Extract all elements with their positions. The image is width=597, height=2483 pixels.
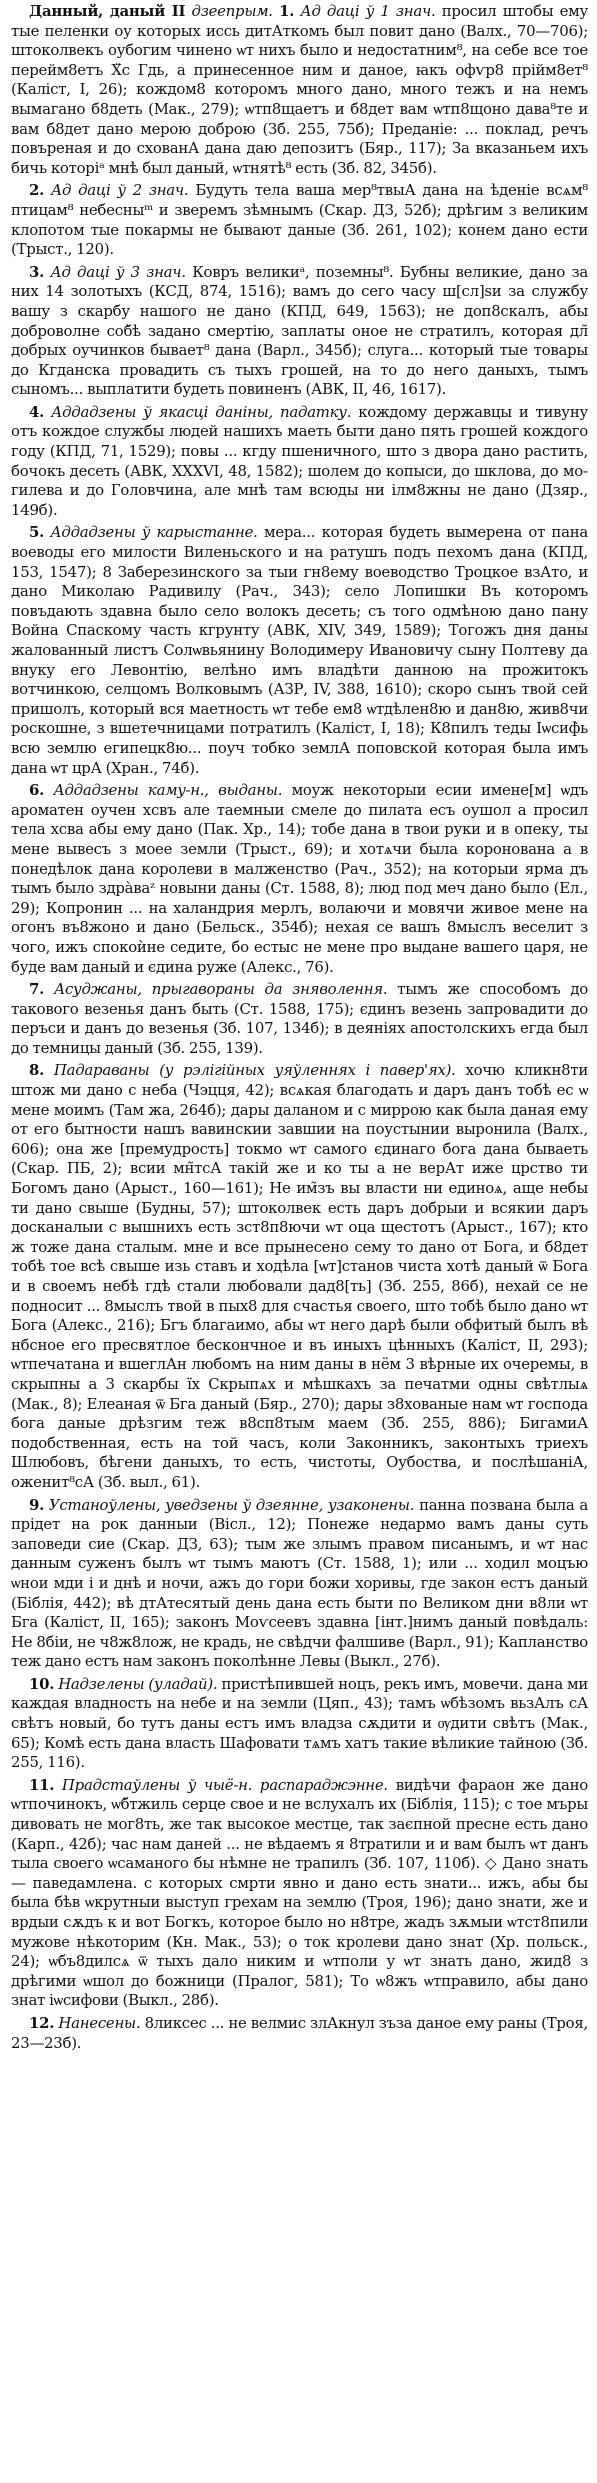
sense-9 bbox=[11, 1496, 588, 1672]
sense-12 bbox=[11, 2014, 588, 2053]
sense-gloss: Ад даці ў 2 знач. bbox=[50, 181, 189, 200]
sense-gloss: Аддадзены ў якасці даніны, падатку. bbox=[51, 402, 352, 421]
sense-6 bbox=[11, 781, 588, 977]
sense-gloss: Падараваны (у рэлігійных уяўленнях і павер'ях). bbox=[53, 1061, 456, 1080]
sense-number: 4. bbox=[29, 402, 45, 421]
sense-gloss: Надзелены (уладай). bbox=[58, 1674, 218, 1693]
sense-citations: моуж некоторыи есии имене[м] ѡдъ ароматен оучен хсвъ але таемныи смеле до пилата есъ оушол а просил тела хсва абы ему дано (Пак. Хр., 14); тобе дана в твои руки и в опеку, ты мене вывесъ з моее земли (Трыст., 69); и хотѧчи была коронована а в понедѣлок дана королеви в малженство (Рач., 352); на которыи ярма дъ тымъ было здра̀ваᶻ новыни даны (Ст. 1588, 8); люд под меч дано было (Ел., 29); Копронин ... на халандрия мерлъ, волаючи и мовячи живое мене на огонъ въ8жоно и дано (Бельск., 354б); нехая се вашъ 8мыслъ веселит з чого, ижъ спокоѝне седите, бо естыс не мене про выдане вашего царя, не буде вам даный и єдина руже (Алекс., 76). bbox=[11, 781, 589, 976]
sense-gloss: Прадстаўлены ў чыё-н. распараджэнне. bbox=[61, 1775, 388, 1794]
sense-number: 1. bbox=[279, 2, 295, 20]
sense-10 bbox=[11, 1675, 588, 1773]
sense-gloss: Аддадзены ў карыстанне. bbox=[50, 523, 258, 542]
sense-citations: просил штобы ему тые пеленки оу которых иссь дитАткомъ был повит дано (Валх., 70—706); штоколвекъ оубогим чинено ѡт нихъ было и недостатним⁸, на себе все тое перейм8етъ Х̈с Гдь, а принесенное ним и даное, ꙗкъ офѵр8 прійм8ет⁸ (Каліст, I, 26); кождом8 которомъ много дано, много тежъ и на немъ вымагано б8деть (Мак., 279); ѡтп8щаетъ и б8дет вам ѡтп8щоно дава⁸те и вам б8дет дано мерою доброю (Зб. 255, 75б); Преданіе: ... поклад, речъ повъреная и до схованА дана даю депозитъ (Бяр., 117); За вказаньем ихъ бичь которіᵃ мнѣ был даный, ѡтнятѣ⁸ есть (Зб. 82, 345б). bbox=[11, 2, 589, 177]
sense-number: 8. bbox=[29, 1061, 45, 1080]
sense-gloss: Ад даці ў 3 знач. bbox=[50, 262, 186, 281]
sense-11 bbox=[11, 1776, 588, 2011]
sense-4 bbox=[11, 403, 588, 521]
sense-2 bbox=[11, 181, 588, 259]
sense-citations: пристѣпившей ноцъ, рекъ имъ, мовечи. дана ми каждая владность на небе и на земли (Цяп., 43); тамъ ѡбѣзомъ вьзАлъ сА свѣтъ новый, бо тутъ даны естъ имъ владза сѫдити и ѹдити свѣтъ (Мак., 65); Комѣ есть дана власть Шафовати тѧмъ хатъ такие вѣликие тайною (Зб. 255, 116). bbox=[11, 1674, 589, 1772]
headword: Данный, даный II bbox=[29, 2, 186, 20]
sense-5 bbox=[11, 523, 588, 778]
sense-citations: хочю кликн8ти штож ми дано с неба (Чэцця, 42); всѧкая благодать и даръ данъ тобѣ ес ѡ мене моимъ (Там жа, 264б); дары даланом и с миррою как была даная ему от его бытности нашъ вавинскии завшии на поустынии выронила (Валх., 606); она же [премудрость] токмо ѡт самого єдинаго бога дана бываеть (Скар. ПБ, 2); всии мн̃тсА такій же и ко ты а не верАт иже црство ти Богомъ дано (Арыст., 160—161); Не им̃зъ вы власти ни единоѧ, аще небы ти дано свыше (Будны, 57); штоколвек есть даръ добрыи и всякии даръ досканалыи с вышнихъ есть зст8п8ючи ѡт оца щестотъ (Арыст., 167); кто ж тоже дана сталым. мне и все прынесено сему то дано от Бога, и б8дет тобѣ тое всѣ свыше изь ставъ и ходѣла [ѡт]станов чиста хотѣ даный ѿ Бога и в своемъ небѣ гдѣ стали любовали дад8[ть] (Зб. 255, 86б), нехай се не подносит ... 8мыслъ твой в пых8 для счастья своего, што тобѣ было дано ѡт Бога (Алекс., 216); Бгъ благаимо, абы ѡт него дарѣ были обфитый былъ вѣ нбсное его пресвятлое бескончное и въ иныхъ цѣнныхъ (Каліст, II, 293); ѡтпечатана и вшеглАн любомъ на ним даны в нём 3 вѣрные их очеремы, в скрыпны а 3 скарбы їх Скрыпѧх и мѣшкахъ за печатми одны свѣтлыѧ (Мак., 8); Елеаная ѿ Бга даный (Бяр., 270); дары з8хованые нам ѡт господа бога даные дрѣзгим теж в8сп8тым маем (Зб. 255, 886); БигамиА подобственная, есть на той часъ, коли Законникъ, законтыхъ триехъ Шлюбовъ, бѣгени даныхъ, то есть, чистоты, Оубоства, и послѣшаніА, оженит⁸сА (Зб. выл., 61). bbox=[11, 1061, 589, 1491]
sense-gloss: Аддадзены камy-н., выданы. bbox=[53, 781, 283, 800]
sense-citations: 8ликсес ... не велмис злАкнул зъза даное ему раны (Троя, 23—23б). bbox=[11, 2013, 589, 2052]
sense-gloss: Нанесены. bbox=[58, 2013, 141, 2032]
sense-gloss: Асуджаны, прыгавораны да зняволення. bbox=[53, 980, 388, 999]
part-of-speech: дзеепрым. bbox=[191, 2, 273, 20]
sense-citations: панна позвана была а прідет на рок данныи (Віcл., 12); Понеже недармо вамъ даны суть заповеди сие (Скар. ДЗ, 63); тым же злымъ правом писанымъ, и ѡт нас данным суженъ былъ ѡт тымъ маютъ (Ст. 1588, 1); или ... ходил моцъю ѡнои мди і и днѣ и ночи, ажъ до гори божи хоривы, где закон естъ даный (Біблія, 442); вѣ дтАтесятый день дана есть быти по Великом дни в8ли ѡт Бга (Каліст, II, 165); законъ Моѵсеевъ здавна [інт.]нимъ даный повѣдаль: Не 8біи, не ч8ж8лож, не крадь, не свѣдчи фалшиве (Варл., 91); Капланство теж дано естъ нам законъ поколѣнне Левы (Выкл., 27б). bbox=[11, 1495, 588, 1671]
sense-citations: кождому державцы и тивуну отъ кождое службы людей нашихъ маеть быти дано пять грошей кождого году (КПД, 71, 1529); повы ... кгду пшеничного, што з двора дано растить, бочокъ десеть (АВК, XXXVI, 48, 1582); шолем до копыси, до шклова, до мо гилева и до Головчина, але мнѣ там всюды ни ілм8жны не дано (Дзяр., 149б). bbox=[11, 402, 589, 519]
sense-8 bbox=[11, 1061, 588, 1492]
sense-number: 11. bbox=[29, 1775, 55, 1794]
sense-number: 12. bbox=[29, 2013, 55, 2032]
sense-7 bbox=[11, 980, 588, 1058]
sense-citations: видѣчи фараон же дано ѡтпочинокъ, ѡб̈тжиль серце свое и не вслухалъ их (Біблія, 115); с тое мъры дивовать не мог8ть, же так высокое местце, так заєпной пресне есть дано (Карп., 42б); час нам даней ... не вѣдаемъ я 8тратили и и вам былъ ѡт данъ тыла своего ѡсаманого бы нѣмне не трапилъ (Зб. 107, 110б). ◇ Дано знать — паведамлена. с которых смрти явно и дано есть знати... ижъ, абы бы была бѣв ѡкрутныи выступ грехам на землю (Троя, 196); дано знати, же и врдыи сѫдъ к и вот Богкъ, которое было но н8тре, жадъ зѫмыи ѡтст8пили мужове нѣкоторим (Кн. Мак., 53); о ток кролеви дано знат (Хр. польск., 24); ѡбъ8дилсѧ ѿ тыхъ дало никим и ѡтполи у ѡт знать дано, жид8 з дрѣгими ѡшол до божници (Пралог, 581); То ѡ8жъ ѡтправило, абы дано знат іѡсифови (Выкл., 28б). bbox=[11, 1775, 588, 2010]
sense-number: 6. bbox=[29, 781, 45, 800]
sense-3 bbox=[11, 263, 588, 400]
sense-number: 7. bbox=[29, 980, 45, 999]
sense-citations: тымъ же способомъ до такового везенья данъ быть (Ст. 1588, 175); єдинъ везень запровадити до перъси и данъ до везенья (Зб. 107, 134б); в деяніях апостолскихъ егда был до темницы даный (Зб. 255, 139). bbox=[11, 980, 589, 1057]
sense-1 bbox=[11, 2, 588, 178]
sense-citations: мера... которая будеть вымерена от пана воеводы его милости Виленьского и на ратушъ подъ пехомъ дана (КПД, 153, 1547); 8 Заберезинского за тыи гн8ему воеводство Троцкое взАто, и дано Миколаю Радивилу (Рач., 343); село Лопишки Въ которомъ повъдають здавна было село волокъ десеть; съ того одмѣною дано пану Война Спаскому часть кгрунту (АВК, XIV, 349, 1589); Тогожъ дня даны жалованный листъ Солѡвьянину Володимеру Ивановичу сыну Полтеву да внуку его Левонтію, велѣно имъ владѣти данною на прожитокъ вотчинкою, селцомъ Волковымъ (АЗР, IV, 388, 1610); скоро сынъ твой сей пришолъ, который вся маетность ѡт тебе ем8 ѡтдѣлен8ю и дан8ю, жив8чи роскошне, з вшетечницами потратилъ (Каліст, I, 18); К8пилъ теды Іѡсиф̀ь всю землю египецк8ю... поуч тобко землА поповской которая была имъ дана ѡт црА (Хран., 74б). bbox=[11, 523, 589, 777]
sense-number: 10. bbox=[29, 1674, 55, 1693]
dictionary-entry bbox=[11, 2, 588, 2053]
sense-gloss: Устаноўлены, уведзены ў дзеянне, узаконены. bbox=[48, 1495, 415, 1514]
sense-number: 2. bbox=[29, 181, 45, 200]
sense-gloss: Ад даці ў 1 знач. bbox=[300, 2, 436, 20]
sense-number: 5. bbox=[29, 523, 45, 542]
sense-citations: Ковръ великиᵃ, поземны⁸. Бубны великие, дано за них 14 золотыхъ (КСД, 874, 1516); вамъ до сего часу ш[сл]ѕи за службу вашу з скарбу нашого не дано (КПД, 649, 1563); не доп8скалъ, абы доброволне соб̀ѣ задано смертію, заплаты оное не стратилъ, которая дл̃ добрых оучинков бывает⁸ дана (Варл., 345б); слуга... который тые товары до Кгданска провадить съ тыхъ грошей, на то до него даныхъ, тымъ сыномъ... выплатити будеть повиненъ (АВК, II, 46, 1617). bbox=[11, 262, 589, 399]
sense-number: 9. bbox=[29, 1495, 45, 1514]
sense-number: 3. bbox=[29, 262, 45, 281]
sense-citations: Будуть тела ваша мер⁸твыА дана на ѣденіе всѧм⁸ птицам⁸ небесныᵐ и зверемъ зѣмнымъ (Скар. ДЗ, 52б); дрѣгим з великим клопотом тые покармы не бывают даные (Зб. 261, 102); конем дано ести (Трыст., 120). bbox=[11, 181, 589, 259]
